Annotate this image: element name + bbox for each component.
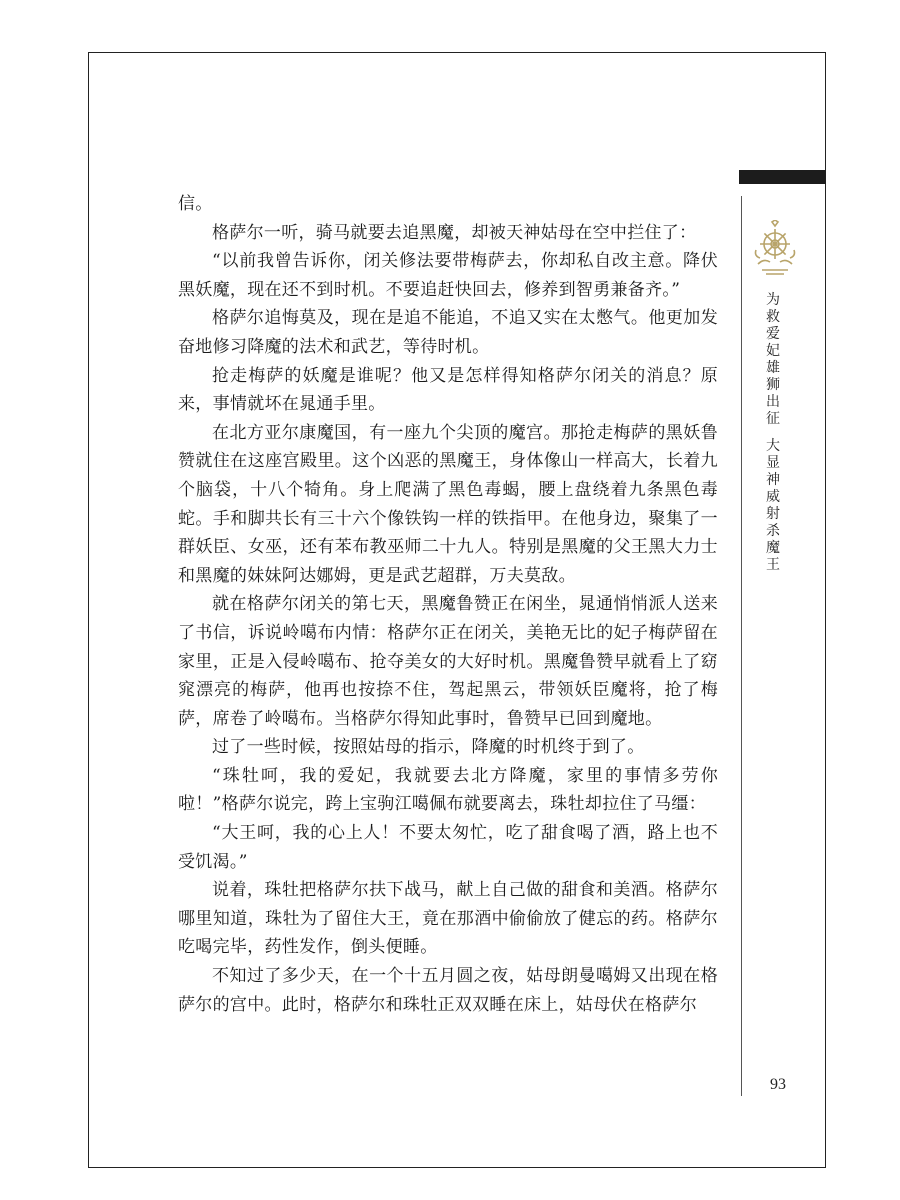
paragraph: 抢走梅萨的妖魔是谁呢？他又是怎样得知格萨尔闭关的消息？原来，事情就坏在晁通手里。 bbox=[178, 365, 718, 415]
running-title-part1: 为 救 爱 妃 雄 狮 出 征 bbox=[766, 292, 780, 427]
paragraph: 过了一些时候，按照姑母的指示，降魔的时机终于到了。 bbox=[212, 737, 645, 758]
chapter-tab-bar bbox=[739, 170, 826, 184]
running-title bbox=[762, 292, 784, 574]
dharma-wheel-icon bbox=[752, 220, 798, 278]
paragraph: 格萨尔一听，骑马就要去追黑魔，却被天神姑母在空中拦住了： bbox=[212, 222, 697, 243]
paragraph: 在北方亚尔康魔国，有一座九个尖顶的魔宫。那抢走梅萨的黑妖鲁赞就住在这座宫殿里。这个凶恶的黑魔王，身体像山一样高大，长着九个脑袋，十八个犄角。身上爬满了黑色毒蝎，腰上盘绕着九条黑色毒蛇。手和脚共长有三十六个像铁钩一样的铁指甲。在他身边，聚集了一群妖臣、女巫，还有苯布教巫师二十九人。特别是黑魔的父王黑大力士和黑魔的妹妹阿达娜姆，更是武艺超群，万夫莫敌。 bbox=[178, 422, 718, 586]
sidebar-divider bbox=[741, 196, 742, 1096]
page-number: 93 bbox=[770, 1076, 786, 1093]
paragraph: 信。 bbox=[178, 194, 213, 214]
paragraph: 格萨尔追悔莫及，现在是追不能追，不追又实在太憋气。他更加发奋地修习降魔的法术和武艺，等待时机。 bbox=[178, 308, 718, 357]
paragraph: 说着，珠牡把格萨尔扶下战马，献上自己做的甜食和美酒。格萨尔哪里知道，珠牡为了留住大王，竟在那酒中偷偷放了健忘的药。格萨尔吃喝完毕，药性发作，倒头便睡。 bbox=[178, 880, 718, 958]
body-text bbox=[178, 190, 718, 1019]
paragraph: “珠牡呵，我的爱妃，我就要去北方降魔，家里的事情多劳你啦！”格萨尔说完，跨上宝驹江噶佩布就要离去，珠牡却拉住了马缰： bbox=[178, 765, 718, 815]
paragraph: “以前我曾告诉你，闭关修法要带梅萨去，你却私自改主意。降伏黑妖魔，现在还不到时机。不要追赶快回去，修养到智勇兼备齐。” bbox=[178, 251, 718, 300]
paragraph: 不知过了多少天，在一个十五月圆之夜，姑母朗曼噶姆又出现在格萨尔的宫中。此时，格萨尔和珠牡正双双睡在床上，姑母伏在格萨尔 bbox=[178, 966, 718, 1015]
running-title-part2: 大 显 神 威 射 杀 魔 王 bbox=[766, 438, 780, 573]
paragraph: “大王呵，我的心上人！不要太匆忙，吃了甜食喝了酒，路上也不受饥渴。” bbox=[178, 823, 718, 872]
paragraph: 就在格萨尔闭关的第七天，黑魔鲁赞正在闲坐，晁通悄悄派人送来了书信，诉说岭噶布内情：格萨尔正在闭关，美艳无比的妃子梅萨留在家里，正是入侵岭噶布、抢夺美女的大好时机。黑魔鲁赞早就看上了窈窕漂亮的梅萨，他再也按捺不住，驾起黑云，带领妖臣魔将，抢了梅萨，席卷了岭噶布。当格萨尔得知此事时，鲁赞早已回到魔地。 bbox=[178, 594, 718, 729]
